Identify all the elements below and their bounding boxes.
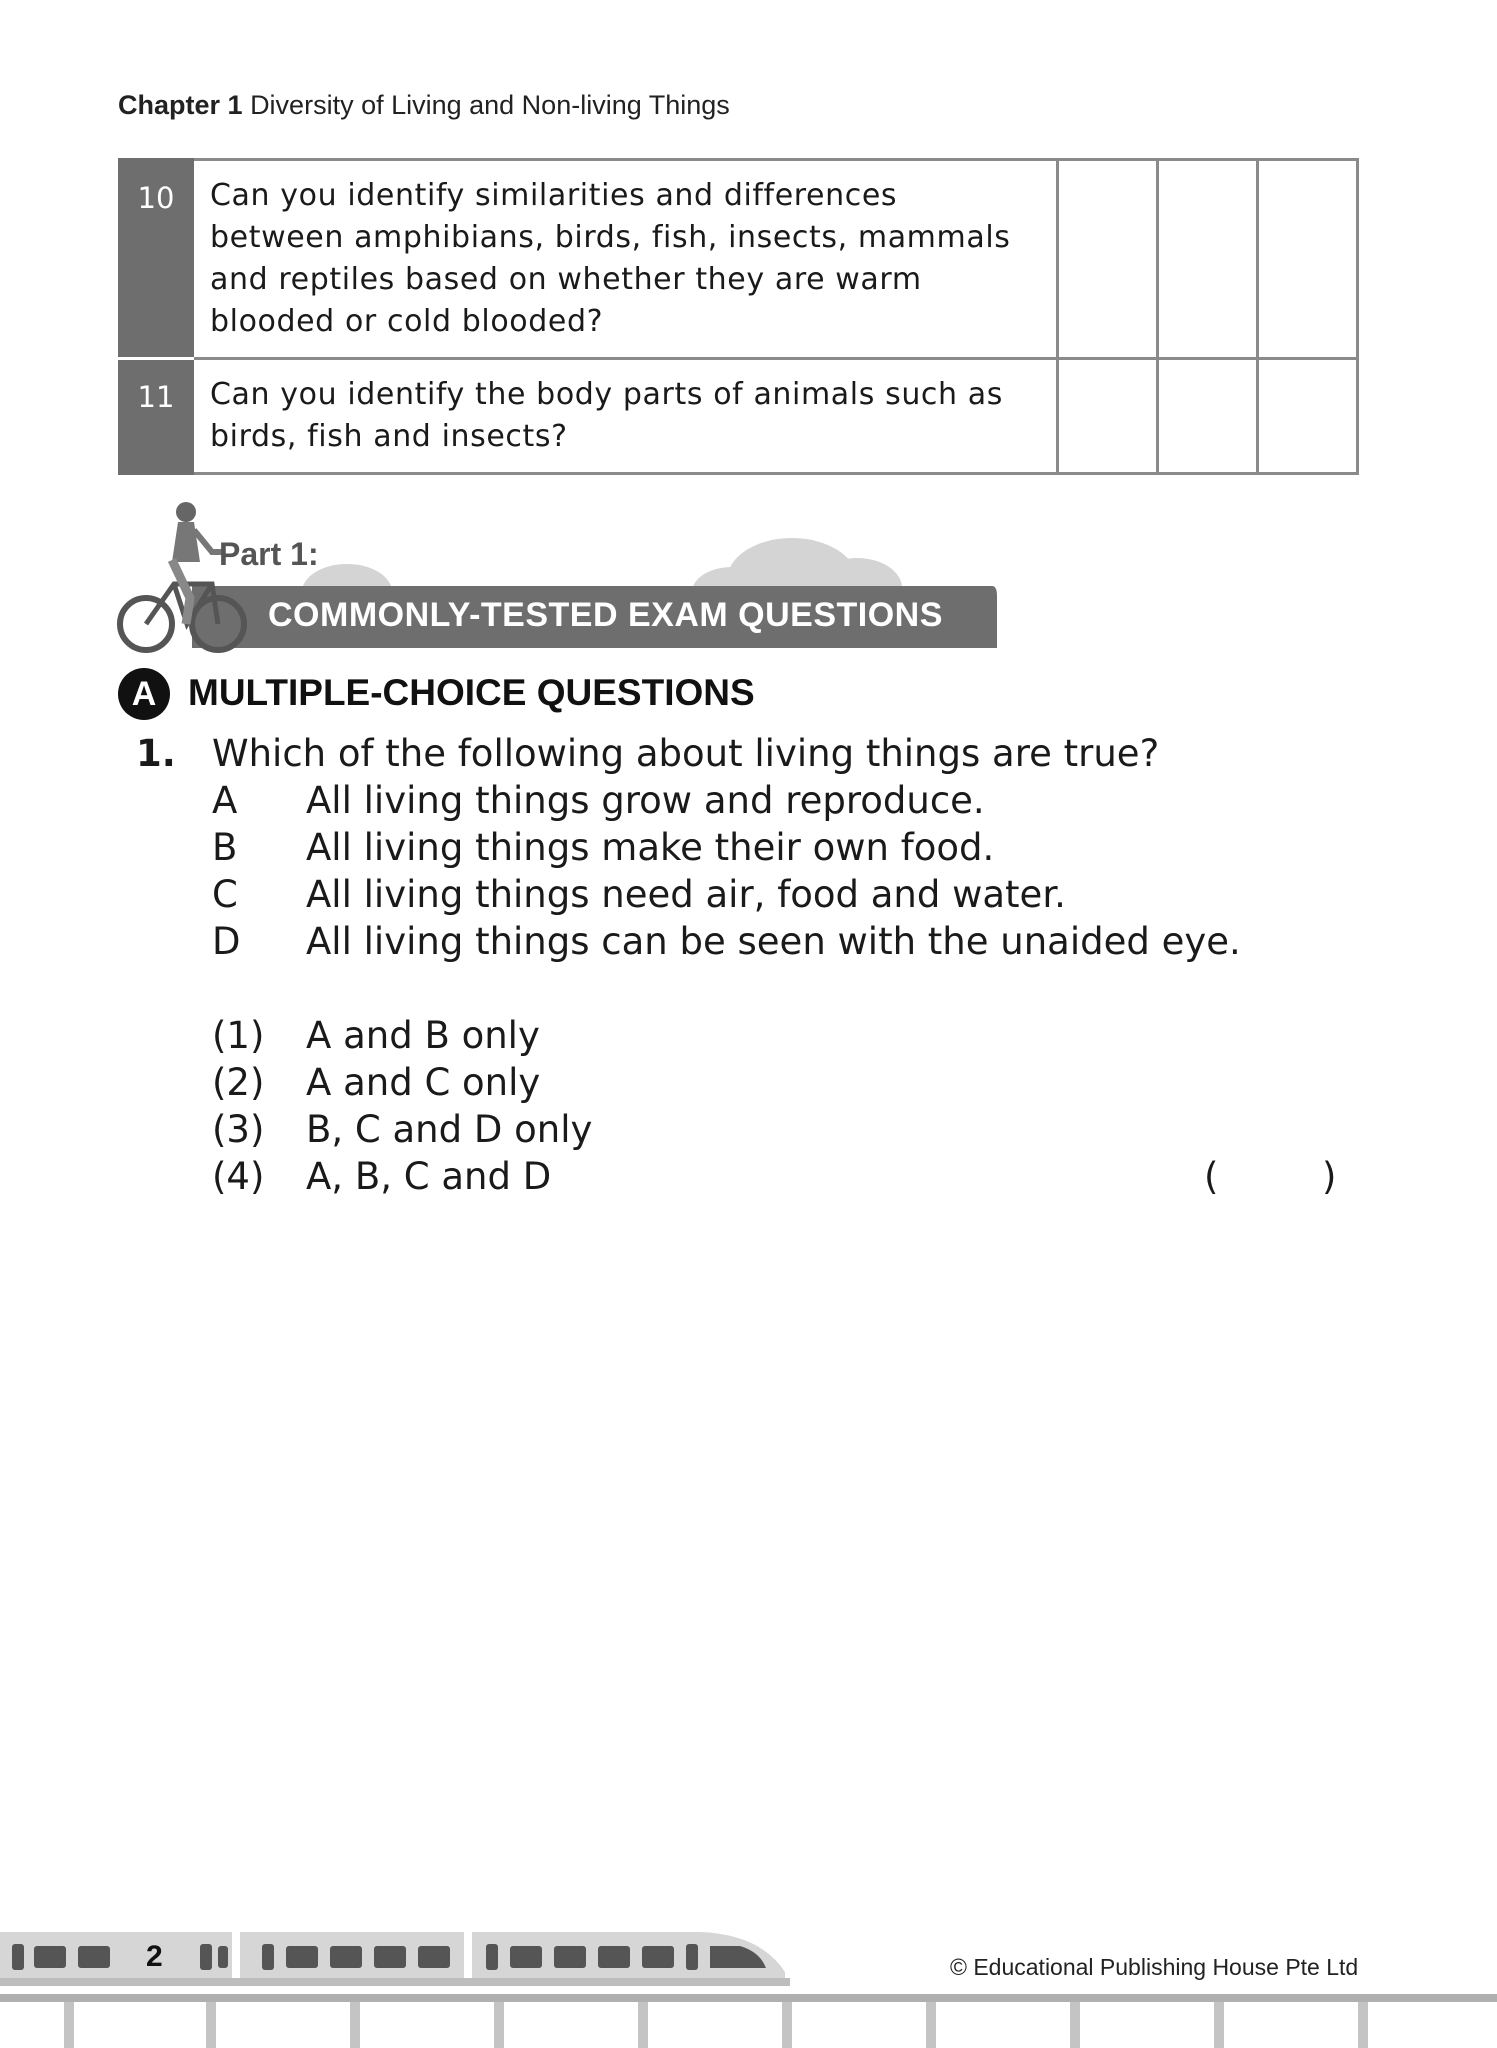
answer-bracket-open: ( [1204, 1155, 1219, 1198]
row-number: 11 [120, 359, 193, 474]
checklist-question [193, 160, 1058, 359]
checklist-row [120, 359, 1358, 474]
question-line: birds, fish and insects? [210, 419, 568, 454]
checklist-table [118, 158, 1359, 475]
statement-letter: C [212, 873, 238, 916]
part-label: Part 1: [219, 536, 319, 572]
statement-text: All living things grow and reproduce. [306, 779, 985, 822]
running-header [118, 90, 730, 121]
checklist-row [120, 160, 1358, 359]
question-line: Can you identify similarities and differences [210, 178, 898, 213]
question-line: and reptiles based on whether they are warm [210, 262, 922, 297]
rating-box[interactable] [1158, 359, 1258, 474]
section-letter-badge: A [118, 668, 170, 720]
rating-box[interactable] [1158, 160, 1258, 359]
statement-text: All living things make their own food. [306, 826, 995, 869]
copyright-text: © Educational Publishing House Pte Ltd [950, 1954, 1359, 1980]
statement-text: All living things can be seen with the unaided eye. [306, 920, 1241, 963]
option-label: (2) [212, 1061, 265, 1104]
option-text[interactable]: A and B only [306, 1014, 540, 1057]
option-text[interactable]: A, B, C and D [306, 1155, 552, 1198]
checklist-question [193, 359, 1058, 474]
page-number: 2 [146, 1940, 163, 1973]
rating-box[interactable] [1058, 160, 1158, 359]
statement-text: All living things need air, food and water. [306, 873, 1066, 916]
section-banner [112, 500, 1012, 660]
statement-letter: B [212, 826, 238, 869]
banner-title: COMMONLY-TESTED EXAM QUESTIONS [268, 596, 943, 634]
question-text: Which of the following about living things are true? [212, 732, 1160, 775]
chapter-label: Chapter 1 [118, 90, 243, 120]
option-label: (4) [212, 1155, 265, 1198]
answer-input[interactable] [1224, 1155, 1320, 1199]
rating-box[interactable] [1258, 160, 1358, 359]
rating-box[interactable] [1058, 359, 1158, 474]
question-line: between amphibians, birds, fish, insects, mammals [210, 220, 1011, 255]
section-title: MULTIPLE-CHOICE QUESTIONS [188, 672, 755, 713]
chapter-title: Diversity of Living and Non-living Things [250, 90, 730, 120]
row-number: 10 [120, 160, 193, 359]
train-footer-illustration [0, 1920, 1497, 2048]
rating-box[interactable] [1258, 359, 1358, 474]
option-label: (1) [212, 1014, 265, 1057]
question-line: Can you identify the body parts of animals such as [210, 377, 1003, 412]
question-number: 1. [136, 732, 176, 775]
question-line: blooded or cold blooded? [210, 304, 604, 339]
option-text[interactable]: B, C and D only [306, 1108, 593, 1151]
answer-bracket-close: ) [1322, 1155, 1337, 1198]
option-text[interactable]: A and C only [306, 1061, 541, 1104]
statement-letter: D [212, 920, 241, 963]
option-label: (3) [212, 1108, 265, 1151]
statement-letter: A [212, 779, 238, 822]
